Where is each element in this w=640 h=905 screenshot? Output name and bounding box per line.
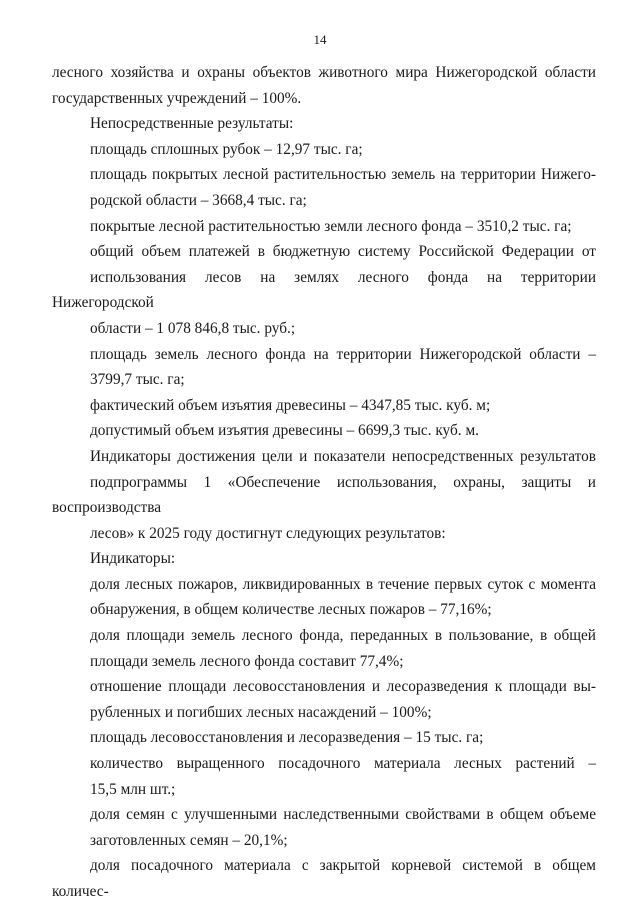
- text-line: отношение площади лесовосстановления и лесоразведения к площади вы-: [90, 678, 596, 696]
- paragraph-13: [52, 623, 596, 674]
- text-line: фактический объем изъятия древесины – 4347,85 тыс. куб. м;: [90, 396, 491, 414]
- paragraph-12: [52, 572, 596, 623]
- paragraph-3: [52, 137, 596, 163]
- paragraph-6: [52, 239, 596, 341]
- text-line: общий объем платежей в бюджетную систему Российской Федерации от: [90, 243, 596, 261]
- paragraph-16: [52, 751, 596, 802]
- text-line: обнаружения, в общем количестве лесных пожаров – 77,16%;: [90, 601, 492, 619]
- text-line: площадь сплошных рубок – 12,97 тыс. га;: [90, 140, 363, 158]
- text-line: площади земель лесного фонда составит 77,4%;: [90, 652, 404, 670]
- paragraph-9: [52, 418, 596, 444]
- paragraph-8: [52, 393, 596, 419]
- paragraph-7: [52, 342, 596, 393]
- paragraph-15: [52, 725, 596, 751]
- text-line: доля посадочного материала с закрытой корневой системой в общем количес-: [52, 857, 596, 900]
- text-line: площадь лесовосстановления и лесоразведения – 15 тыс. га;: [90, 729, 484, 747]
- text-line: подпрограммы 1 «Обеспечение использования, охраны, защиты и воспроизводства: [52, 473, 596, 517]
- paragraph-1: [52, 60, 596, 111]
- text-line: родской области – 3668,4 тыс. га;: [90, 191, 307, 209]
- document-body: [52, 60, 596, 905]
- text-line: государственных учреждений – 100%.: [52, 89, 302, 107]
- text-line: доля площади земель лесного фонда, переданных в пользование, в общей: [90, 627, 596, 645]
- text-line: рубленных и погибших лесных насаждений – 100%;: [90, 703, 432, 721]
- text-line: заготовленных семян – 20,1%;: [90, 831, 288, 849]
- text-line: лесов» к 2025 году достигнут следующих результатов:: [90, 524, 446, 542]
- text-line: площадь земель лесного фонда на территории Нижегородской области –: [90, 345, 596, 363]
- text-line: покрытые лесной растительностью земли лесного фонда – 3510,2 тыс. га;: [90, 217, 572, 235]
- text-line: 3799,7 тыс. га;: [90, 371, 185, 389]
- text-line: количество выращенного посадочного материала лесных растений –: [90, 755, 596, 773]
- text-line: использования лесов на землях лесного фонда на территории Нижегородской: [52, 268, 596, 312]
- paragraph-5: [52, 214, 596, 240]
- page-number: 14: [313, 32, 327, 47]
- text-line: Индикаторы:: [90, 550, 176, 568]
- paragraph-14: [52, 674, 596, 725]
- text-line: доля семян с улучшенными наследственными свойствами в общем объеме: [90, 806, 596, 824]
- text-line: лесного хозяйства и охраны объектов животного мира Нижегородской области: [52, 64, 596, 81]
- paragraph-2: [52, 111, 596, 137]
- paragraph-11: [52, 546, 596, 572]
- paragraph-10: [52, 444, 596, 546]
- text-line: доля лесных пожаров, ликвидированных в течение первых суток с момента: [90, 575, 596, 593]
- text-line: 15,5 млн шт.;: [90, 780, 176, 798]
- paragraph-4: [52, 162, 596, 213]
- text-line: области – 1 078 846,8 тыс. руб.;: [90, 319, 296, 337]
- paragraph-18: [52, 853, 596, 904]
- text-line: Индикаторы достижения цели и показатели непосредственных результатов: [90, 447, 596, 465]
- paragraph-17: [52, 802, 596, 853]
- text-line: допустимый объем изъятия древесины – 6699,3 тыс. куб. м.: [90, 422, 479, 440]
- text-line: Непосредственные результаты:: [90, 115, 294, 133]
- text-line: площадь покрытых лесной растительностью земель на территории Нижего-: [90, 166, 596, 184]
